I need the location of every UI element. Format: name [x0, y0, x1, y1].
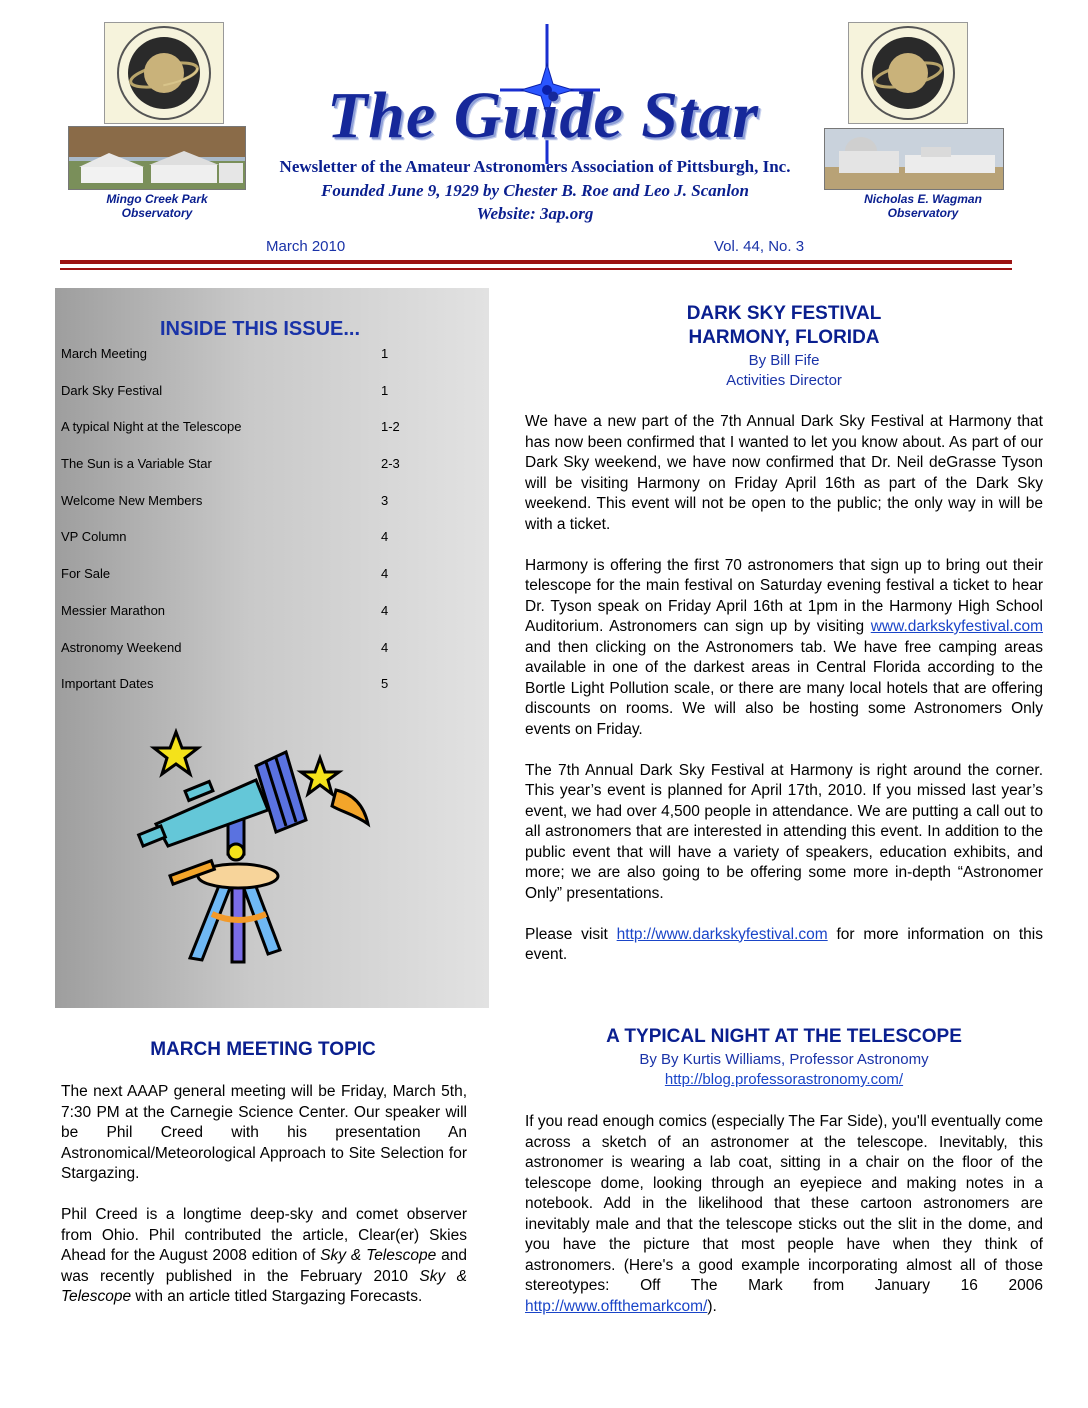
offthemark-link[interactable]: http://www.offthemarkcom/ — [525, 1297, 708, 1315]
telescope-clipart-icon — [128, 728, 378, 968]
toc-item[interactable]: The Sun is a Variable Star 2-3 — [61, 456, 400, 471]
issue-volume: Vol. 44, No. 3 — [714, 238, 805, 255]
darkskyfestival-url-link[interactable]: http://www.darkskyfestival.com — [616, 925, 828, 943]
festival-paragraph: Please visit http://www.darkskyfestival.com for more information on this event. — [525, 925, 1043, 963]
meeting-article-body — [61, 1082, 467, 1328]
telescope-article-heading: A TYPICAL NIGHT AT THE TELESCOPE — [606, 1026, 962, 1047]
telescope-paragraph: If you read enough comics (especially The Far Side), you'll eventually come across a sketch of an astronomer at the telescope. Inevitably, this astronomer is wearing a lab coat, sitting in a chair on the floor of the telescope dome, looking through an eyepiece and making notes in a notebook. Add in the likelihood that these cartoon astronomers are inevitably male and that the telescope sticks out the slit in the dome, and you have the picture that most people have when they think of astronomers. (Here's a good example incorporating almost all of those stereotypes: Off The Mark from January 16 2006 http://www.offthemarkcom/). — [525, 1113, 1043, 1315]
masthead-founders: Founded June 9, 1929 by Chester B. Roe and Leo J. Scanlon — [321, 181, 749, 200]
festival-heading: DARK SKY FESTIVAL — [686, 303, 882, 324]
festival-paragraph: The 7th Annual Dark Sky Festival at Harmony is right around the corner. This year’s event is planned for April 17th, 2010. If you missed last year’s event, we had over 4,500 people in attendance. We are putting a call out to all astronomers that are interested in attending this event. In addition to the public event that will have a variety of speakers, education exhibits, and more; we are also going to be offering some more in-depth “Astronomer Only” presentations. — [525, 761, 1043, 902]
festival-paragraph: Harmony is offering the first 70 astronomers that sign up to bring out their telescope for the main festival on Saturday evening festival a ticket to hear Dr. Tyson speak on Friday April 16th at 1pm in the Harmony High School Auditorium. Astronomers can sign up by visiting www.darkskyfestival.com and then clicking on the Astronomers tab. We have free camping areas available in one of the darkest areas in Central Florida according to the Bortle Light Pollution scale, or there are many local hotels that are offering discounts on rooms. We will also be hosting some Astronomers Only events on Friday. — [525, 556, 1043, 738]
toc-item[interactable]: A typical Night at the Telescope 1-2 — [61, 419, 400, 434]
festival-byline: By Bill Fife — [748, 352, 820, 369]
festival-paragraph: We have a new part of the 7th Annual Dark Sky Festival at Harmony that has now been confirmed that I wanted to let you know about. As part of our Dark Sky weekend, we have now confirmed that Dr. Neil deGrasse Tyson will be visiting Harmony on Friday April 16th as part of the Dark Sky weekend. This event will not be open to the public; the only way in will be with a ticket. — [525, 413, 1043, 533]
darkskyfestival-link[interactable]: www.darkskyfestival.com — [870, 618, 1043, 635]
toc-item[interactable]: Important Dates 5 — [61, 676, 389, 691]
wagman-observatory-photo — [824, 128, 1004, 190]
club-seal-left — [104, 22, 224, 124]
toc-item[interactable]: Welcome New Members 3 — [61, 493, 389, 508]
masthead-website: Website: 3ap.org — [476, 204, 594, 223]
header-rule — [60, 260, 1012, 264]
telescope-article-byline: By By Kurtis Williams, Professor Astronomy — [639, 1051, 929, 1068]
toc-item[interactable]: Messier Marathon 4 — [61, 603, 389, 618]
left-photo-caption: Mingo Creek Park Observatory — [106, 192, 208, 220]
meeting-paragraph: The next AAAP general meeting will be Friday, March 5th, 7:30 PM at the Carnegie Science Center. Our speaker will be Phil Creed with his presentation An Astronomical/Meteorological Approach to Site Selection for Stargazing. — [61, 1083, 467, 1182]
toc-item[interactable]: VP Column 4 — [61, 529, 389, 544]
festival-author-role: Activities Director — [726, 372, 842, 389]
toc-item[interactable]: Astronomy Weekend 4 — [61, 640, 389, 655]
festival-article-body — [525, 412, 1043, 986]
saturn-icon — [849, 23, 967, 123]
telescope-article-url — [525, 1070, 1043, 1090]
toc-item[interactable]: Dark Sky Festival 1 — [61, 383, 389, 398]
saturn-icon — [105, 23, 223, 123]
issue-date: March 2010 — [266, 238, 346, 255]
club-seal-right — [848, 22, 968, 124]
telescope-article-body — [525, 1112, 1043, 1338]
festival-subheading: HARMONY, FLORIDA — [688, 327, 880, 348]
meeting-paragraph: Phil Creed is a longtime deep-sky and comet observer from Ohio. Phil contributed the article, Clear(er) Skies Ahead for the August 2008 edition of Sky & Telescope and was recently published in the February 2010 Sky & Telescope with an article titled Stargazing Forecasts. — [61, 1206, 468, 1305]
toc-title: INSIDE THIS ISSUE... — [160, 318, 361, 340]
masthead-subtitle: Newsletter of the Amateur Astronomers Association of Pittsburgh, Inc. — [279, 157, 791, 176]
toc-item[interactable]: For Sale 4 — [61, 566, 389, 581]
professorastronomy-link[interactable]: http://blog.professorastronomy.com/ — [664, 1071, 904, 1088]
meeting-heading: MARCH MEETING TOPIC — [150, 1039, 376, 1060]
mingo-creek-observatory-photo — [68, 126, 246, 190]
toc-item[interactable]: March Meeting 1 — [61, 346, 389, 361]
newsletter-title: The Guide Star — [326, 79, 760, 152]
header-rule-thin — [60, 268, 1012, 270]
right-photo-caption: Nicholas E. Wagman Observatory — [864, 192, 982, 220]
